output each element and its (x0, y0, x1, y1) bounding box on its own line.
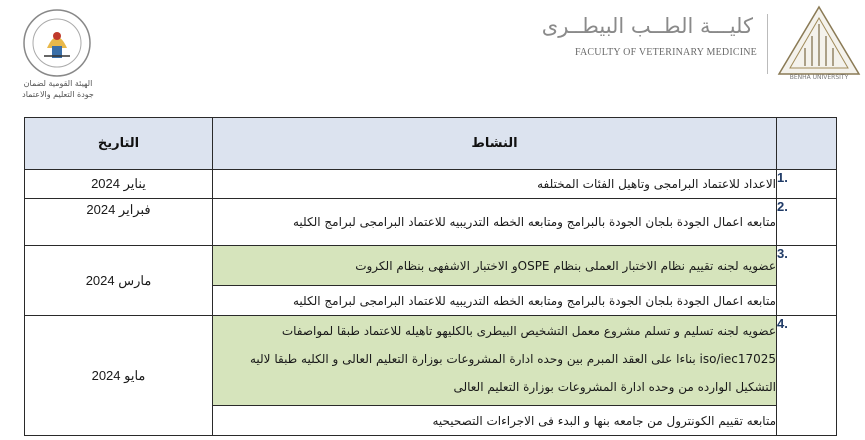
table-row (25, 199, 837, 246)
row-activity: متابعه اعمال الجودة بلجان الجودة بالبرامج ومتابعه الخطه التدريبيه للاعتماد البرامجى لبرامج الكليه (213, 199, 777, 246)
table-row (25, 170, 837, 199)
faculty-name-arabic: كليـــة الطــب البيطــرى (541, 14, 753, 38)
row-date: فبراير 2024 (25, 199, 213, 246)
row-number: 2. (777, 199, 837, 246)
date-column-header: التاريخ (25, 118, 213, 170)
table-row (25, 316, 837, 406)
university-emblem-logo (776, 4, 862, 80)
row-activity: متابعه تقييم الكونترول من جامعه بنها و البدء فى الاجراءات التصحيحيه (213, 406, 777, 436)
row-date: مايو 2024 (25, 316, 213, 436)
number-column-header (777, 118, 837, 170)
seal-caption: الهيئة القومية لضمان جودة التعليم والاعتماد (22, 79, 94, 99)
row-date: مارس 2024 (25, 246, 213, 316)
row-activity: متابعه اعمال الجودة بلجان الجودة بالبرامج ومتابعه الخطه التدريبيه للاعتماد البرامجى لبرامج الكليه (213, 286, 777, 316)
row-activity: عضويه لجنه تقييم نظام الاختبار العملى بنظام OSPEو الاختبار الاشفهى بنظام الكروت (213, 246, 777, 286)
svg-text:BENHA UNIVERSITY: BENHA UNIVERSITY (789, 74, 849, 80)
row-number: 1. (777, 170, 837, 199)
faculty-name-english: FACULTY OF VETERINARY MEDICINE (574, 47, 757, 58)
table-row (25, 246, 837, 286)
row-activity: الاعداد للاعتماد البرامجى وتاهيل الفئات المختلفه (213, 170, 777, 199)
table-header-row (25, 118, 837, 170)
row-activity: عضويه لجنه تسليم و تسلم مشروع معمل التشخيص البيطرى بالكليهو تاهيله للاعتماد طبقا لمواصفات iso/iec17025 بناءا على العقد المبرم بين وحده ادارة المشروعات بوزارة التعليم العالى و الكليه طبقا لاليه التشكيل الوارده من وحده ادارة المشروعات بوزارة التعليم العالى (213, 316, 777, 406)
activity-column-header: النشاط (213, 118, 777, 170)
header-divider (767, 14, 768, 74)
row-date: يناير 2024 (25, 170, 213, 199)
activities-table (24, 117, 837, 436)
row-number: 3. (777, 246, 837, 316)
row-number: 4. (777, 316, 837, 436)
page-header (0, 0, 865, 110)
accreditation-seal-logo (22, 8, 92, 78)
